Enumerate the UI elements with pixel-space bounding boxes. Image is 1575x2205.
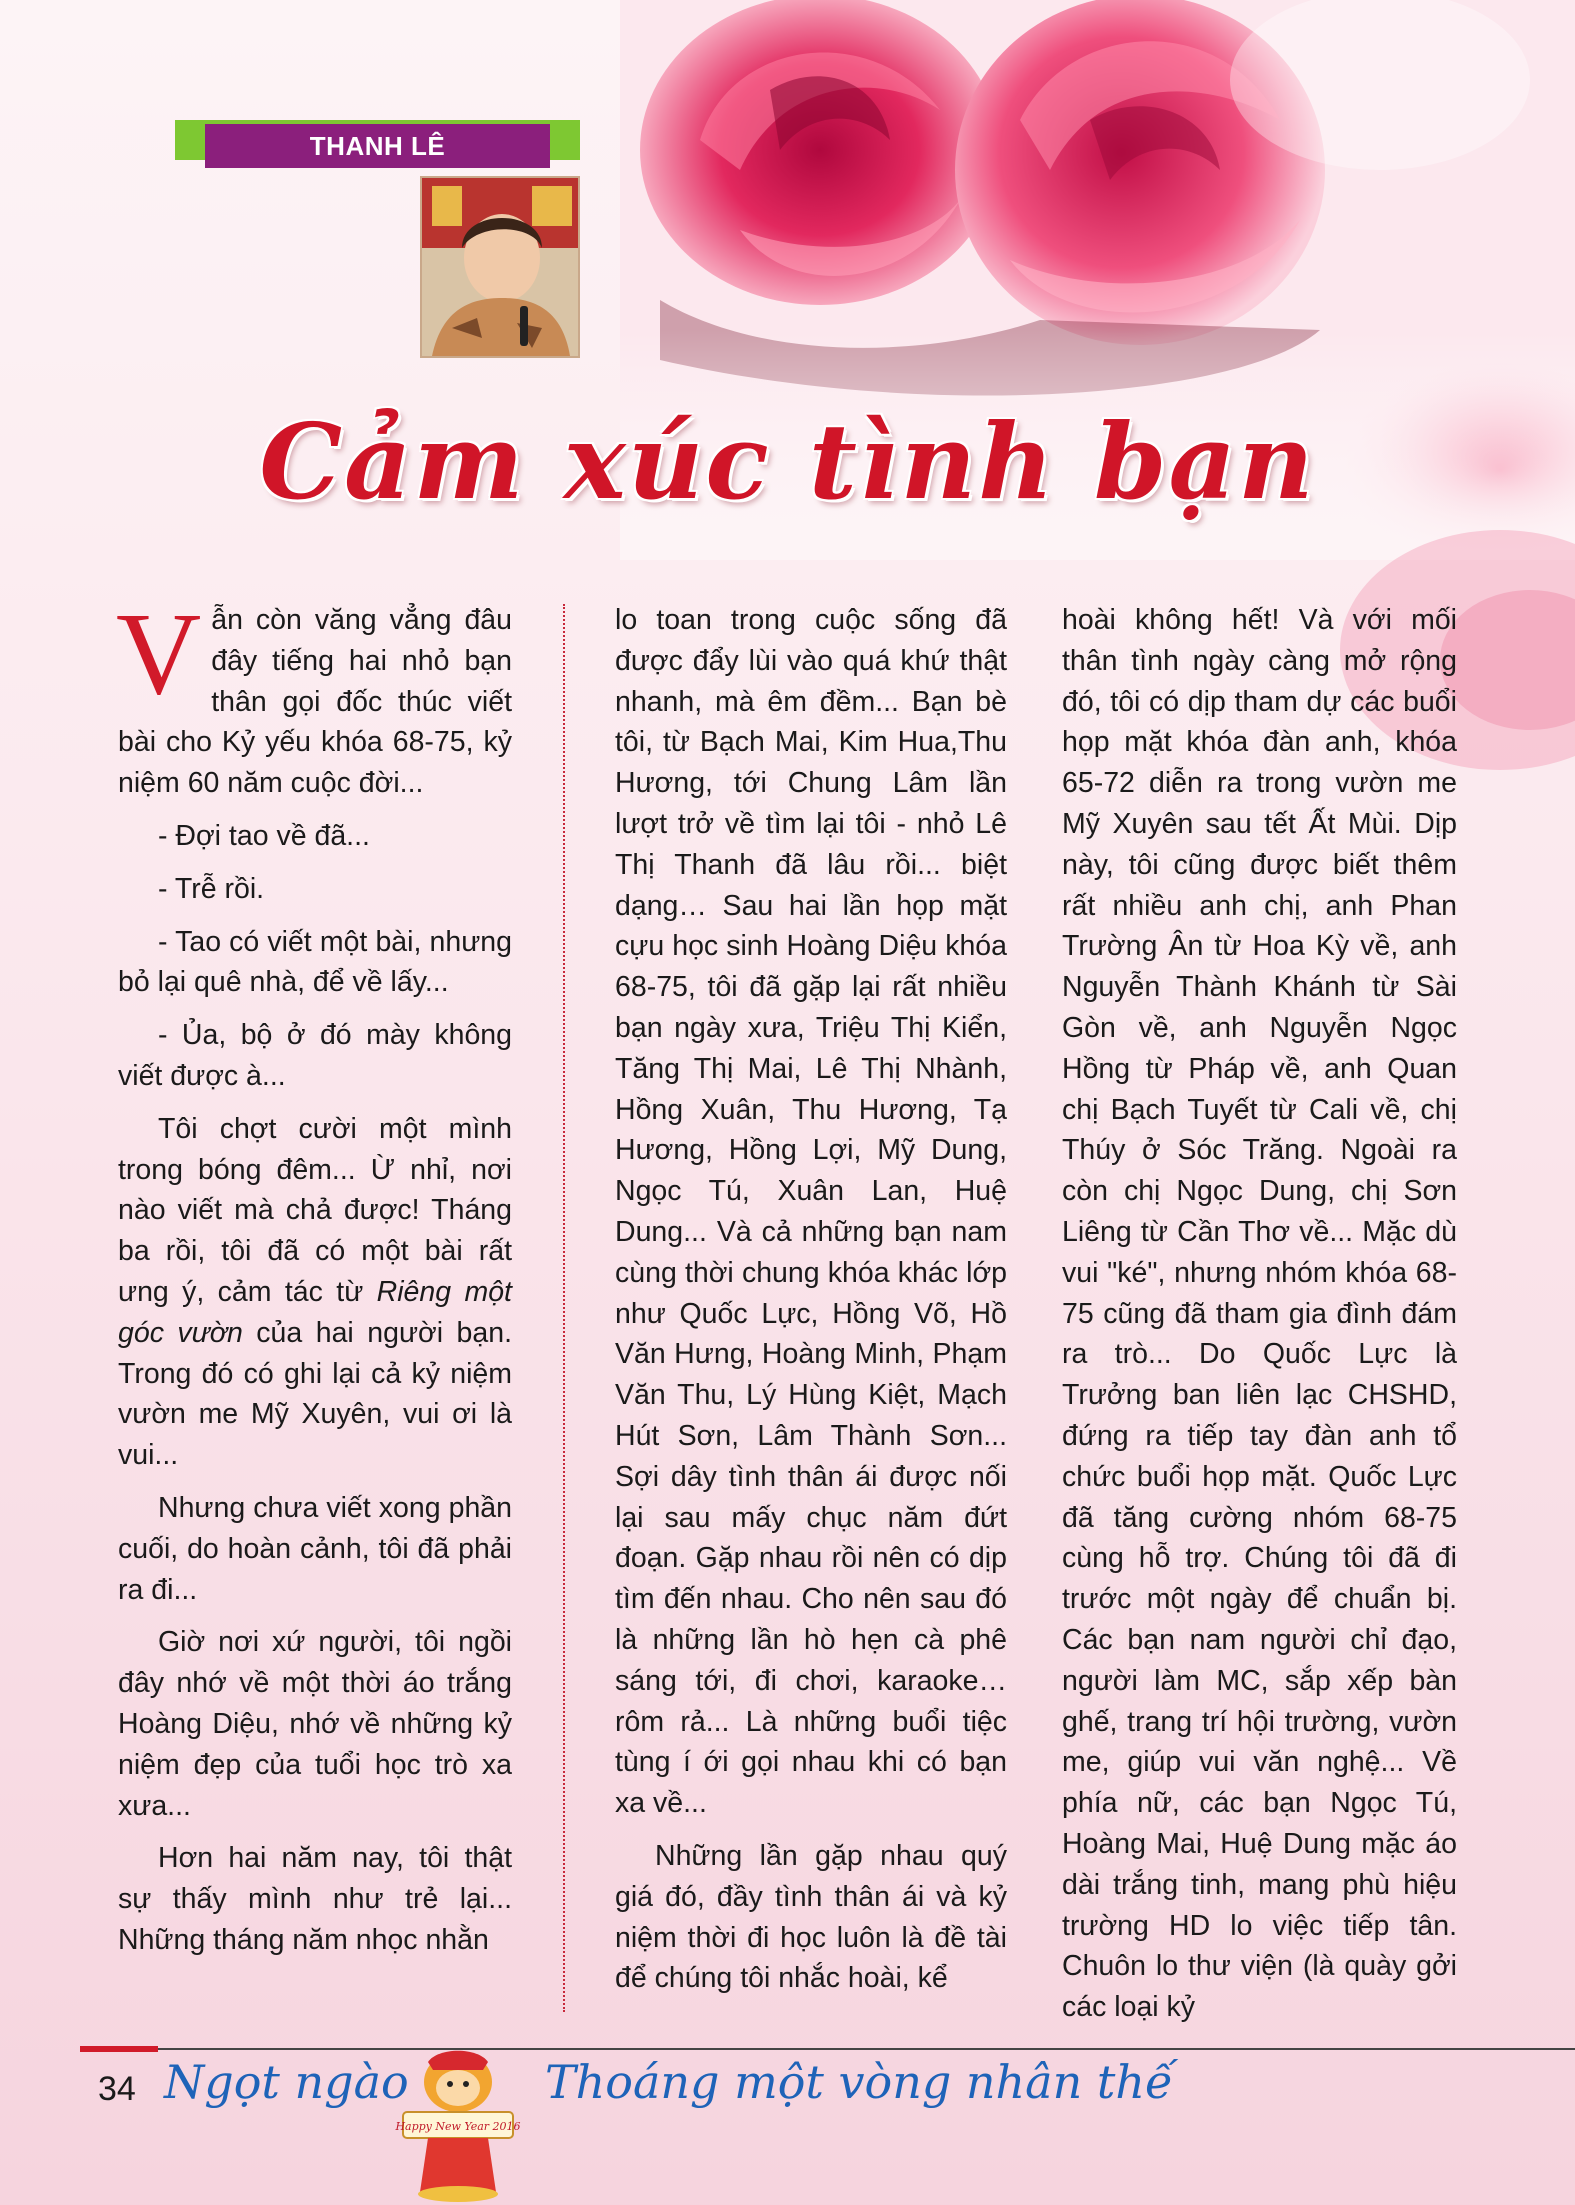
paragraph: Những lần gặp nhau quý giá đó, đầy tình thân ái và kỷ niệm thời đi học luôn là đề tài để chúng tôi nhắc hoài, kể [615, 1839, 1007, 1995]
column-divider [563, 604, 565, 2012]
paragraph: - Đợi tao về đã... [158, 819, 370, 852]
paragraph: Vẫn còn văng vẳng đâu đây tiếng hai nhỏ bạn thân gọi đốc thúc viết bài cho Kỷ yếu khóa 68-75, kỷ niệm 60 năm cuộc đời... [116, 588, 512, 800]
author-portrait [420, 176, 580, 358]
mascot-banner-text: Happy New Year 2016 [395, 2120, 521, 2133]
paragraph: Giờ nơi xứ người, tôi ngồi đây nhớ về một thời áo trắng Hoàng Diệu, nhớ về những kỷ niệm đẹp của tuổi học trò xa xưa... [118, 1626, 512, 1822]
paragraph: - Trễ rồi. [158, 872, 265, 905]
paragraph: Hơn hai năm nay, tôi thật sự thấy mình như trẻ lại... Những tháng năm nhọc nhằn [118, 1842, 512, 1956]
paragraph: lo toan trong cuộc sống đã được đẩy lùi vào quá khứ thật nhanh, mà êm đềm... Bạn bè tôi, từ Bạch Mai, Kim Hua,Thu Hương, tới Chung Lâm lần lượt trở về tìm lại tôi - nhỏ Lê Thị Thanh đã lâu rồi... biệt dạng… Sau hai lần họp mặt cựu học sinh Hoàng Diệu khóa 68-75, tôi đã gặp lại rất nhiều bạn ngày xưa, Triệu Thị Kiển, Tăng Thị Mai, Lê Thị Nhành, Hồng Xuân, Thu Hương, Tạ Hương, Hồng Lợi, Mỹ Dung, Ngọc Tú, Xuân Lan, Huệ Dung... Và cả những bạn nam cùng thời chung khóa khác lớp như Quốc Lực, Hồng Võ, Hồ Văn Hưng, Hoàng Minh, Phạm Văn Thu, Lý Hùng Kiệt, Mạch Hút Sơn, Lâm Thành Sơn... Sợi dây tình thân ái được nối lại sau mấy chục năm đứt đoạn. Gặp nhau rồi nên có dịp tìm đến nhau. Cho nên sau đó là những lần hò hẹn cà phê sáng tới, đi chơi, karaoke… rôm rả... Là những buổi tiệc tùng í ới gọi nhau khi có bạn xa về... [615, 604, 1007, 1820]
monkey-mascot-illustration [388, 2042, 528, 2205]
footer-accent-mark [80, 2046, 158, 2052]
paragraph: hoài không hết! Và với mối thân tình ngày càng mở rộng đó, tôi có dịp tham dự các buổi họp mặt khóa đàn anh, khóa 65-72 diễn ra trong vườn me Mỹ Xuyên sau tết Ất Mùi. Dịp này, tôi cũng được biết thêm rất nhiều anh chị, anh Phan Trường Ân từ Hoa Kỳ về, anh Nguyễn Thành Khánh từ Sài Gòn về, anh Nguyễn Ngọc Hồng từ Pháp về, anh Quan chị Bạch Tuyết từ Cali về, chị Thúy ở Sóc Trăng. Ngoài ra còn chị Ngọc Dung, chị Sơn Liêng từ Cần Thơ về... Mặc dù vui "ké", nhưng nhóm khóa 68-75 cũng đã tham gia đình đám ra trò... Do Quốc Lực là Trưởng ban liên lạc CHSHD, đứng ra tiếp tay đàn anh tổ chức buổi họp mặt. Quốc Lực đã tăng cường nhóm 68-75 cùng hỗ trợ. Chúng tôi đã đi trước một ngày để chuẩn bị. Các bạn nam người chỉ đạo, người làm MC, sắp xếp bàn ghế, trang trí hội trường, vườn me, giúp vui văn nghệ... Về phía nữ, các bạn Ngọc Tú, Hoàng Mai, Huệ Dung mặc áo dài trắng tinh, mang phù hiệu trường HD lo việc tiếp tân. Chuôn lo thư viện (là quày gởi các loại kỷ [1062, 604, 1457, 2024]
paragraph: - Tao có viết một bài, nhưng bỏ lại quê nhà, để về lấy... [118, 925, 512, 999]
book-title: Riêng một góc vườn [118, 1275, 512, 1349]
article-title: Cảm xúc tình bạn [259, 400, 1316, 523]
drop-cap: V [116, 588, 202, 719]
footer-series-title: Thoáng một vòng nhân thế [545, 2055, 1174, 2109]
paragraph: - Ủa, bộ ở đó mày không viết được à... [118, 1019, 512, 1092]
footer-rule [80, 2048, 1575, 2050]
footer-section-title: Ngọt ngào [164, 2055, 409, 2109]
article-column-3 [1062, 600, 1457, 2040]
page-number: 34 [98, 2070, 136, 2108]
paragraph: Tôi chợt cười một mình trong bóng đêm... Ừ nhỉ, nơi nào viết mà chả được! Tháng ba rồi, tôi đã có một bài rất ưng ý, cảm tác từ Riêng một góc vườn của hai người bạn. Trong đó có ghi lại cả kỷ niệm vườn me Mỹ Xuyên, vui ơi là vui... [118, 1112, 512, 1472]
paragraph: Nhưng chưa viết xong phần cuối, do hoàn cảnh, tôi đã phải ra đi... [118, 1491, 512, 1606]
article-column-2 [615, 600, 1007, 2011]
article-column-1 [116, 588, 512, 1973]
author-name: THANH LÊ [205, 124, 550, 168]
